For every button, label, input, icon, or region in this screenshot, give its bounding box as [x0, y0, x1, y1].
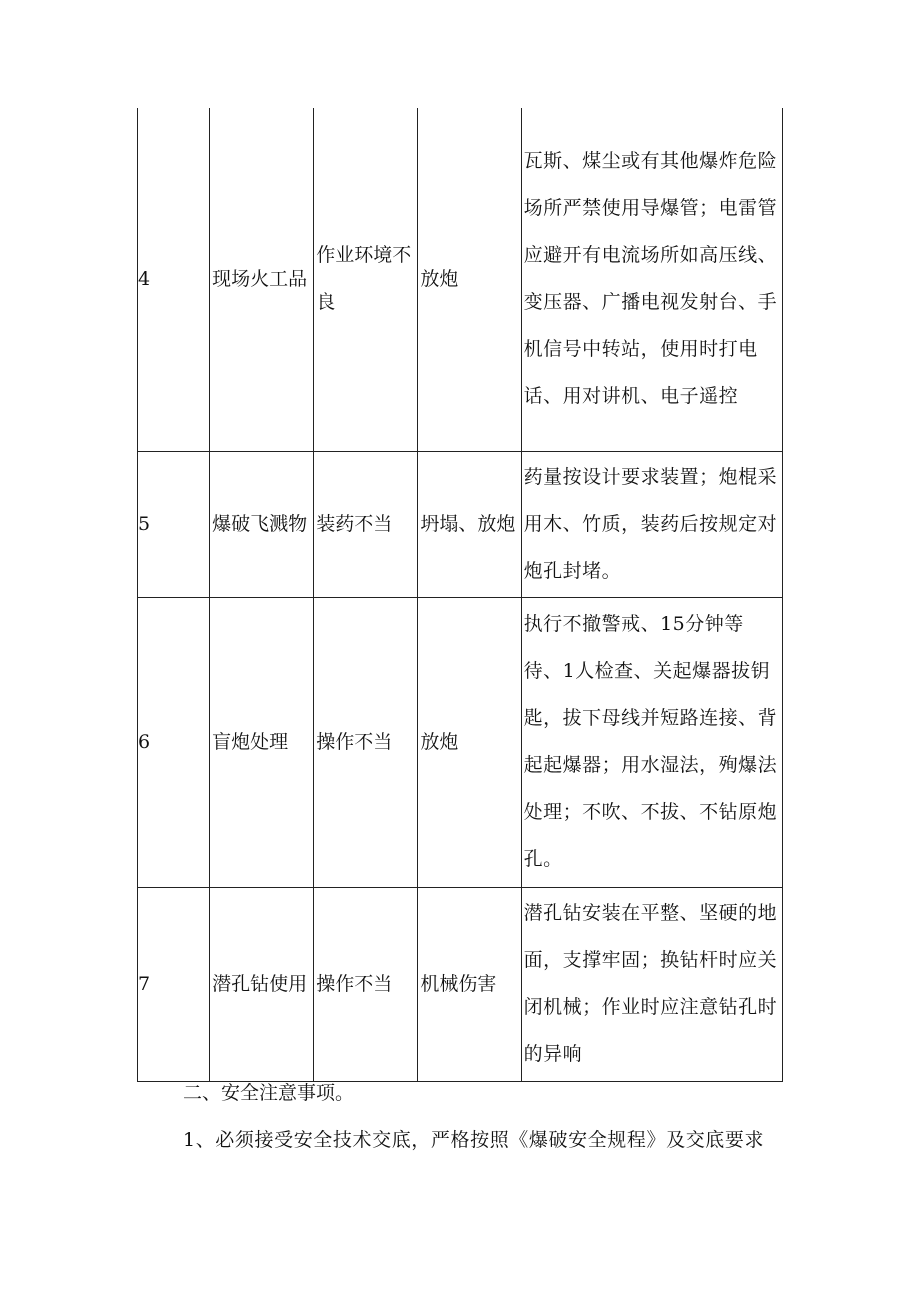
control-measure: 潜孔钻安装在平整、坚硬的地面，支撑牢固；换钻杆时应关闭机械；作业时应注意钻孔时的异响 [521, 887, 782, 1081]
table-row [138, 108, 783, 451]
hazard-cause: 装药不当 [314, 451, 418, 597]
hazard-table [137, 108, 783, 1082]
body-paragraph: 1、必须接受安全技术交底，严格按照《爆破安全规程》及交底要求 [183, 1129, 765, 1151]
hazard-cause: 操作不当 [314, 887, 418, 1081]
table-row [138, 887, 783, 1081]
row-number: 5 [138, 451, 210, 597]
hazard-item: 现场火工品 [210, 108, 314, 451]
hazard-cause: 作业环境不良 [314, 108, 418, 451]
section-heading: 二、安全注意事项。 [183, 1082, 355, 1104]
accident-type: 放炮 [418, 108, 521, 451]
hazard-item: 爆破飞溅物 [210, 451, 314, 597]
hazard-item: 盲炮处理 [210, 597, 314, 887]
table-row [138, 451, 783, 597]
row-number: 7 [138, 887, 210, 1081]
accident-type: 放炮 [418, 597, 521, 887]
row-number: 4 [138, 108, 210, 451]
control-measure: 执行不撤警戒、15分钟等待、1人检查、关起爆器拔钥匙，拔下母线并短路连接、背起起爆器；用水湿法，殉爆法处理；不吹、不拔、不钻原炮孔。 [521, 597, 782, 887]
accident-type: 坍塌、放炮 [418, 451, 521, 597]
accident-type: 机械伤害 [418, 887, 521, 1081]
table-row [138, 597, 783, 887]
control-measure: 药量按设计要求装置；炮棍采用木、竹质，装药后按规定对炮孔封堵。 [521, 451, 782, 597]
control-measure: 瓦斯、煤尘或有其他爆炸危险场所严禁使用导爆管；电雷管应避开有电流场所如高压线、变压器、广播电视发射台、手机信号中转站，使用时打电话、用对讲机、电子遥控 [521, 108, 782, 451]
hazard-item: 潜孔钻使用 [210, 887, 314, 1081]
hazard-cause: 操作不当 [314, 597, 418, 887]
row-number: 6 [138, 597, 210, 887]
